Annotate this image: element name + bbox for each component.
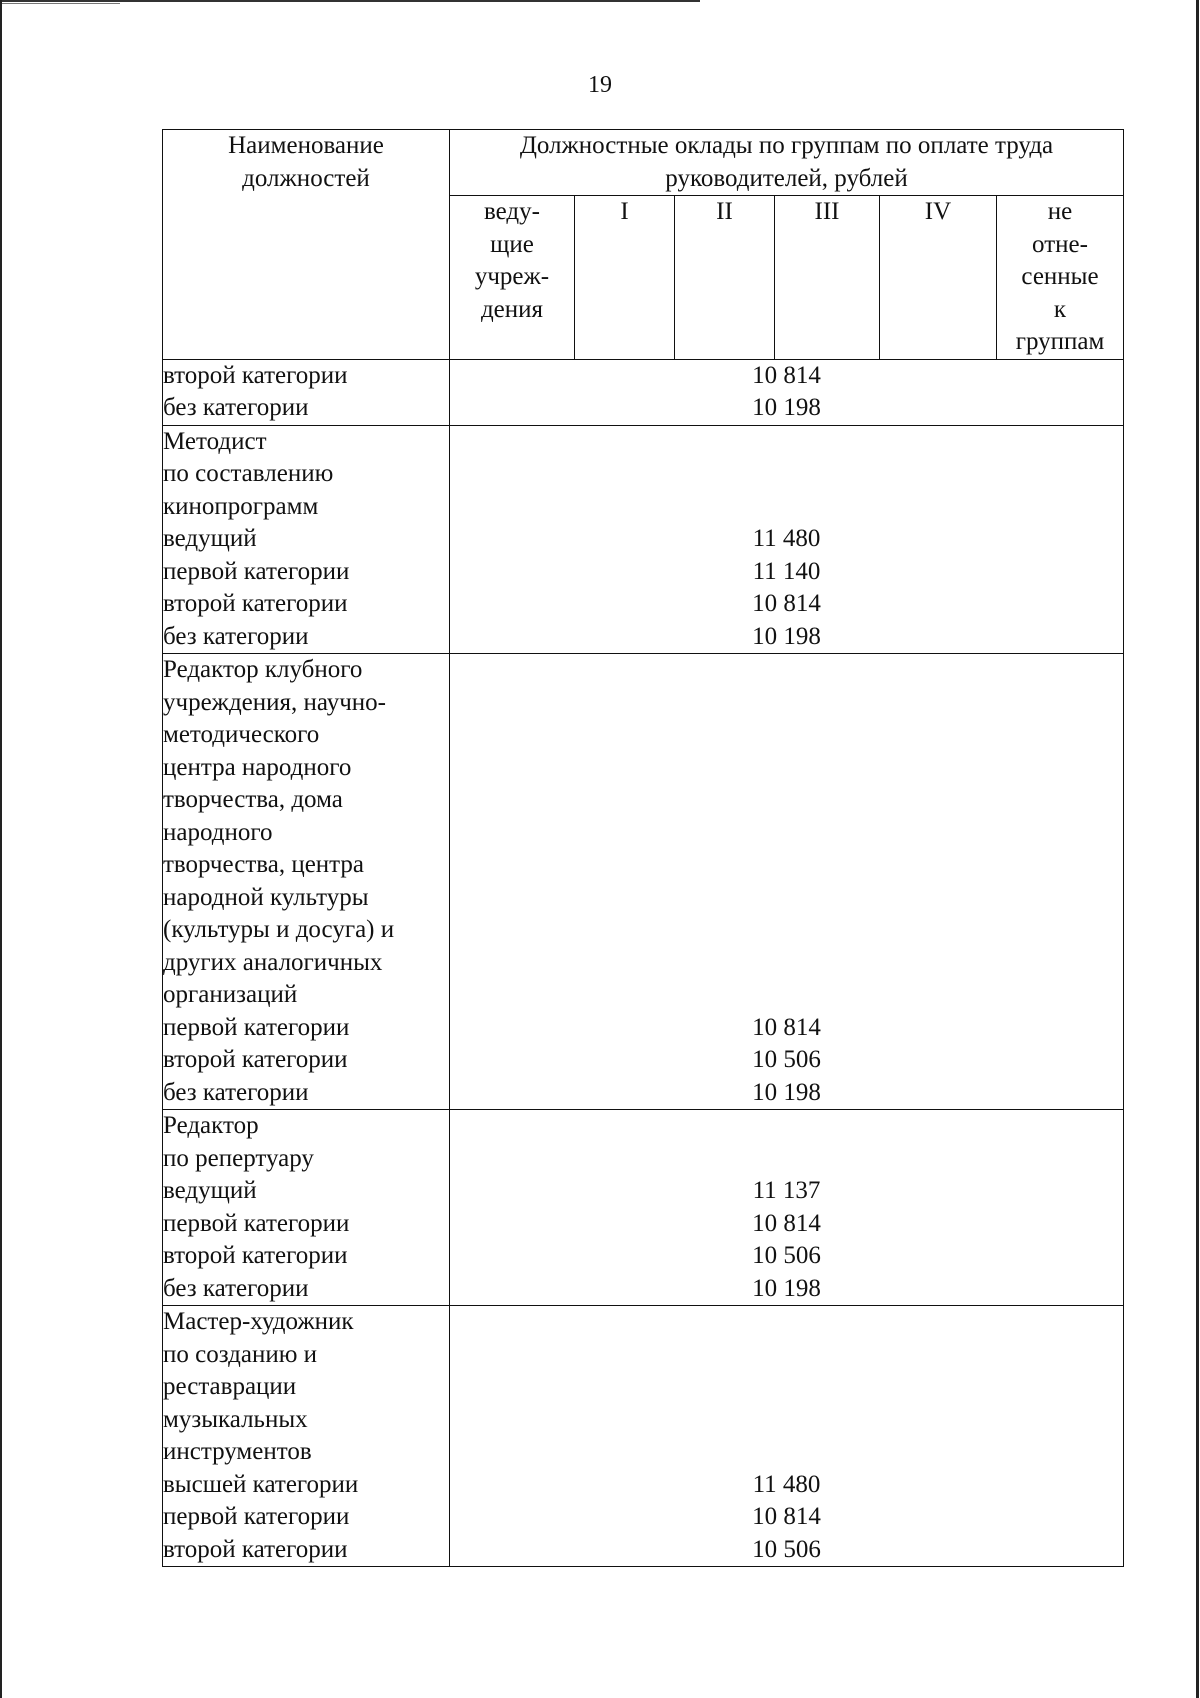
salary-value: 10 814 bbox=[752, 1209, 821, 1237]
position-name-cell bbox=[163, 1110, 450, 1306]
table-body bbox=[163, 359, 1124, 1567]
position-title-line: организаций bbox=[163, 981, 298, 1008]
category-label: высшей категории bbox=[163, 1470, 359, 1498]
table-row bbox=[163, 654, 1124, 1110]
position-title-line: (культуры и досуга) и bbox=[163, 916, 395, 943]
category-label: ведущий bbox=[163, 1177, 257, 1204]
category-label: второй категории bbox=[163, 1046, 348, 1073]
position-title-line: учреждения, научно- bbox=[163, 688, 386, 716]
page-number: 19 bbox=[588, 72, 612, 98]
position-title-line: Редактор клубного bbox=[163, 656, 363, 683]
salary-values-cell bbox=[450, 654, 1124, 1110]
salary-values-cell bbox=[450, 425, 1124, 654]
salary-values-cell bbox=[450, 1306, 1124, 1567]
category-label: первой категории bbox=[163, 1209, 350, 1237]
salary-values-cell bbox=[450, 1110, 1124, 1306]
position-name-cell bbox=[163, 654, 450, 1110]
table-row bbox=[163, 1110, 1124, 1306]
header-group-4: IV bbox=[880, 196, 997, 360]
scan-edge-right bbox=[1196, 0, 1199, 1698]
position-title-line: других аналогичных bbox=[163, 948, 383, 976]
salary-values-cell bbox=[450, 359, 1124, 425]
salary-value: 10 506 bbox=[752, 1535, 821, 1563]
table-header bbox=[163, 130, 1124, 360]
salary-value: 10 198 bbox=[752, 1274, 821, 1302]
salary-value: 10 814 bbox=[752, 1013, 821, 1041]
header-salary-group: Должностные оклады по группам по оплате труда руководителей, рублей bbox=[450, 130, 1124, 196]
header-group-1: I bbox=[575, 196, 675, 360]
header-group-3: III bbox=[775, 196, 880, 360]
scan-edge-top-mark bbox=[0, 3, 120, 4]
salary-value: 11 480 bbox=[752, 1470, 821, 1498]
position-title-line: кинопрограмм bbox=[163, 492, 319, 520]
header-group-5: не отне- сенные к группам bbox=[997, 196, 1124, 360]
table-row bbox=[163, 425, 1124, 654]
position-title-line: музыкальных bbox=[163, 1405, 308, 1433]
position-title-line: методического bbox=[163, 721, 320, 748]
salary-value: 10 506 bbox=[752, 1242, 821, 1269]
category-label: без категории bbox=[163, 1078, 309, 1106]
position-name-cell bbox=[163, 425, 450, 654]
table-row bbox=[163, 359, 1124, 425]
position-name-cell bbox=[163, 1306, 450, 1567]
position-title-line: творчества, центра bbox=[163, 851, 365, 878]
position-title-line: по составлению bbox=[163, 460, 334, 487]
category-label: без категории bbox=[163, 394, 309, 421]
category-label: ведущий bbox=[163, 525, 257, 552]
position-title-line: Редактор bbox=[163, 1112, 259, 1139]
salary-value: 11 140 bbox=[752, 557, 821, 585]
category-label: второй категории bbox=[163, 1242, 348, 1269]
position-title-line: центра народного bbox=[163, 753, 352, 781]
salary-value: 10 814 bbox=[752, 590, 821, 617]
salary-value: 10 814 bbox=[752, 361, 821, 389]
salary-value: 11 137 bbox=[752, 1177, 821, 1204]
table-row bbox=[163, 1306, 1124, 1567]
position-title-line: народной культуры bbox=[163, 883, 369, 911]
category-label: второй категории bbox=[163, 361, 348, 389]
position-title-line: Методист bbox=[163, 427, 267, 455]
category-label: второй категории bbox=[163, 590, 348, 617]
header-position-name: Наименование должностей bbox=[163, 130, 450, 360]
salary-value: 11 480 bbox=[752, 525, 821, 552]
position-title-line: реставрации bbox=[163, 1373, 297, 1400]
salary-value: 10 198 bbox=[752, 1078, 821, 1106]
scan-edge-left bbox=[0, 0, 2, 1698]
category-label: без категории bbox=[163, 622, 309, 650]
position-title-line: творчества, дома bbox=[163, 786, 343, 813]
salary-value: 10 198 bbox=[752, 622, 821, 650]
salary-table bbox=[162, 129, 1124, 1567]
salary-value: 10 506 bbox=[752, 1046, 821, 1073]
header-group-2: II bbox=[675, 196, 775, 360]
header-group-0: веду- щие учреж- дения bbox=[450, 196, 575, 360]
category-label: без категории bbox=[163, 1274, 309, 1302]
position-title-line: по созданию и bbox=[163, 1340, 318, 1368]
scan-edge-top bbox=[0, 0, 700, 2]
category-label: первой категории bbox=[163, 1503, 350, 1530]
salary-value: 10 814 bbox=[752, 1503, 821, 1530]
category-label: первой категории bbox=[163, 1013, 350, 1041]
salary-value: 10 198 bbox=[752, 394, 821, 421]
position-name-cell bbox=[163, 359, 450, 425]
position-title-line: Мастер-художник bbox=[163, 1308, 354, 1335]
category-label: первой категории bbox=[163, 557, 350, 585]
position-title-line: по репертуару bbox=[163, 1144, 314, 1172]
position-title-line: инструментов bbox=[163, 1438, 312, 1465]
category-label: второй категории bbox=[163, 1535, 348, 1563]
position-title-line: народного bbox=[163, 818, 273, 846]
